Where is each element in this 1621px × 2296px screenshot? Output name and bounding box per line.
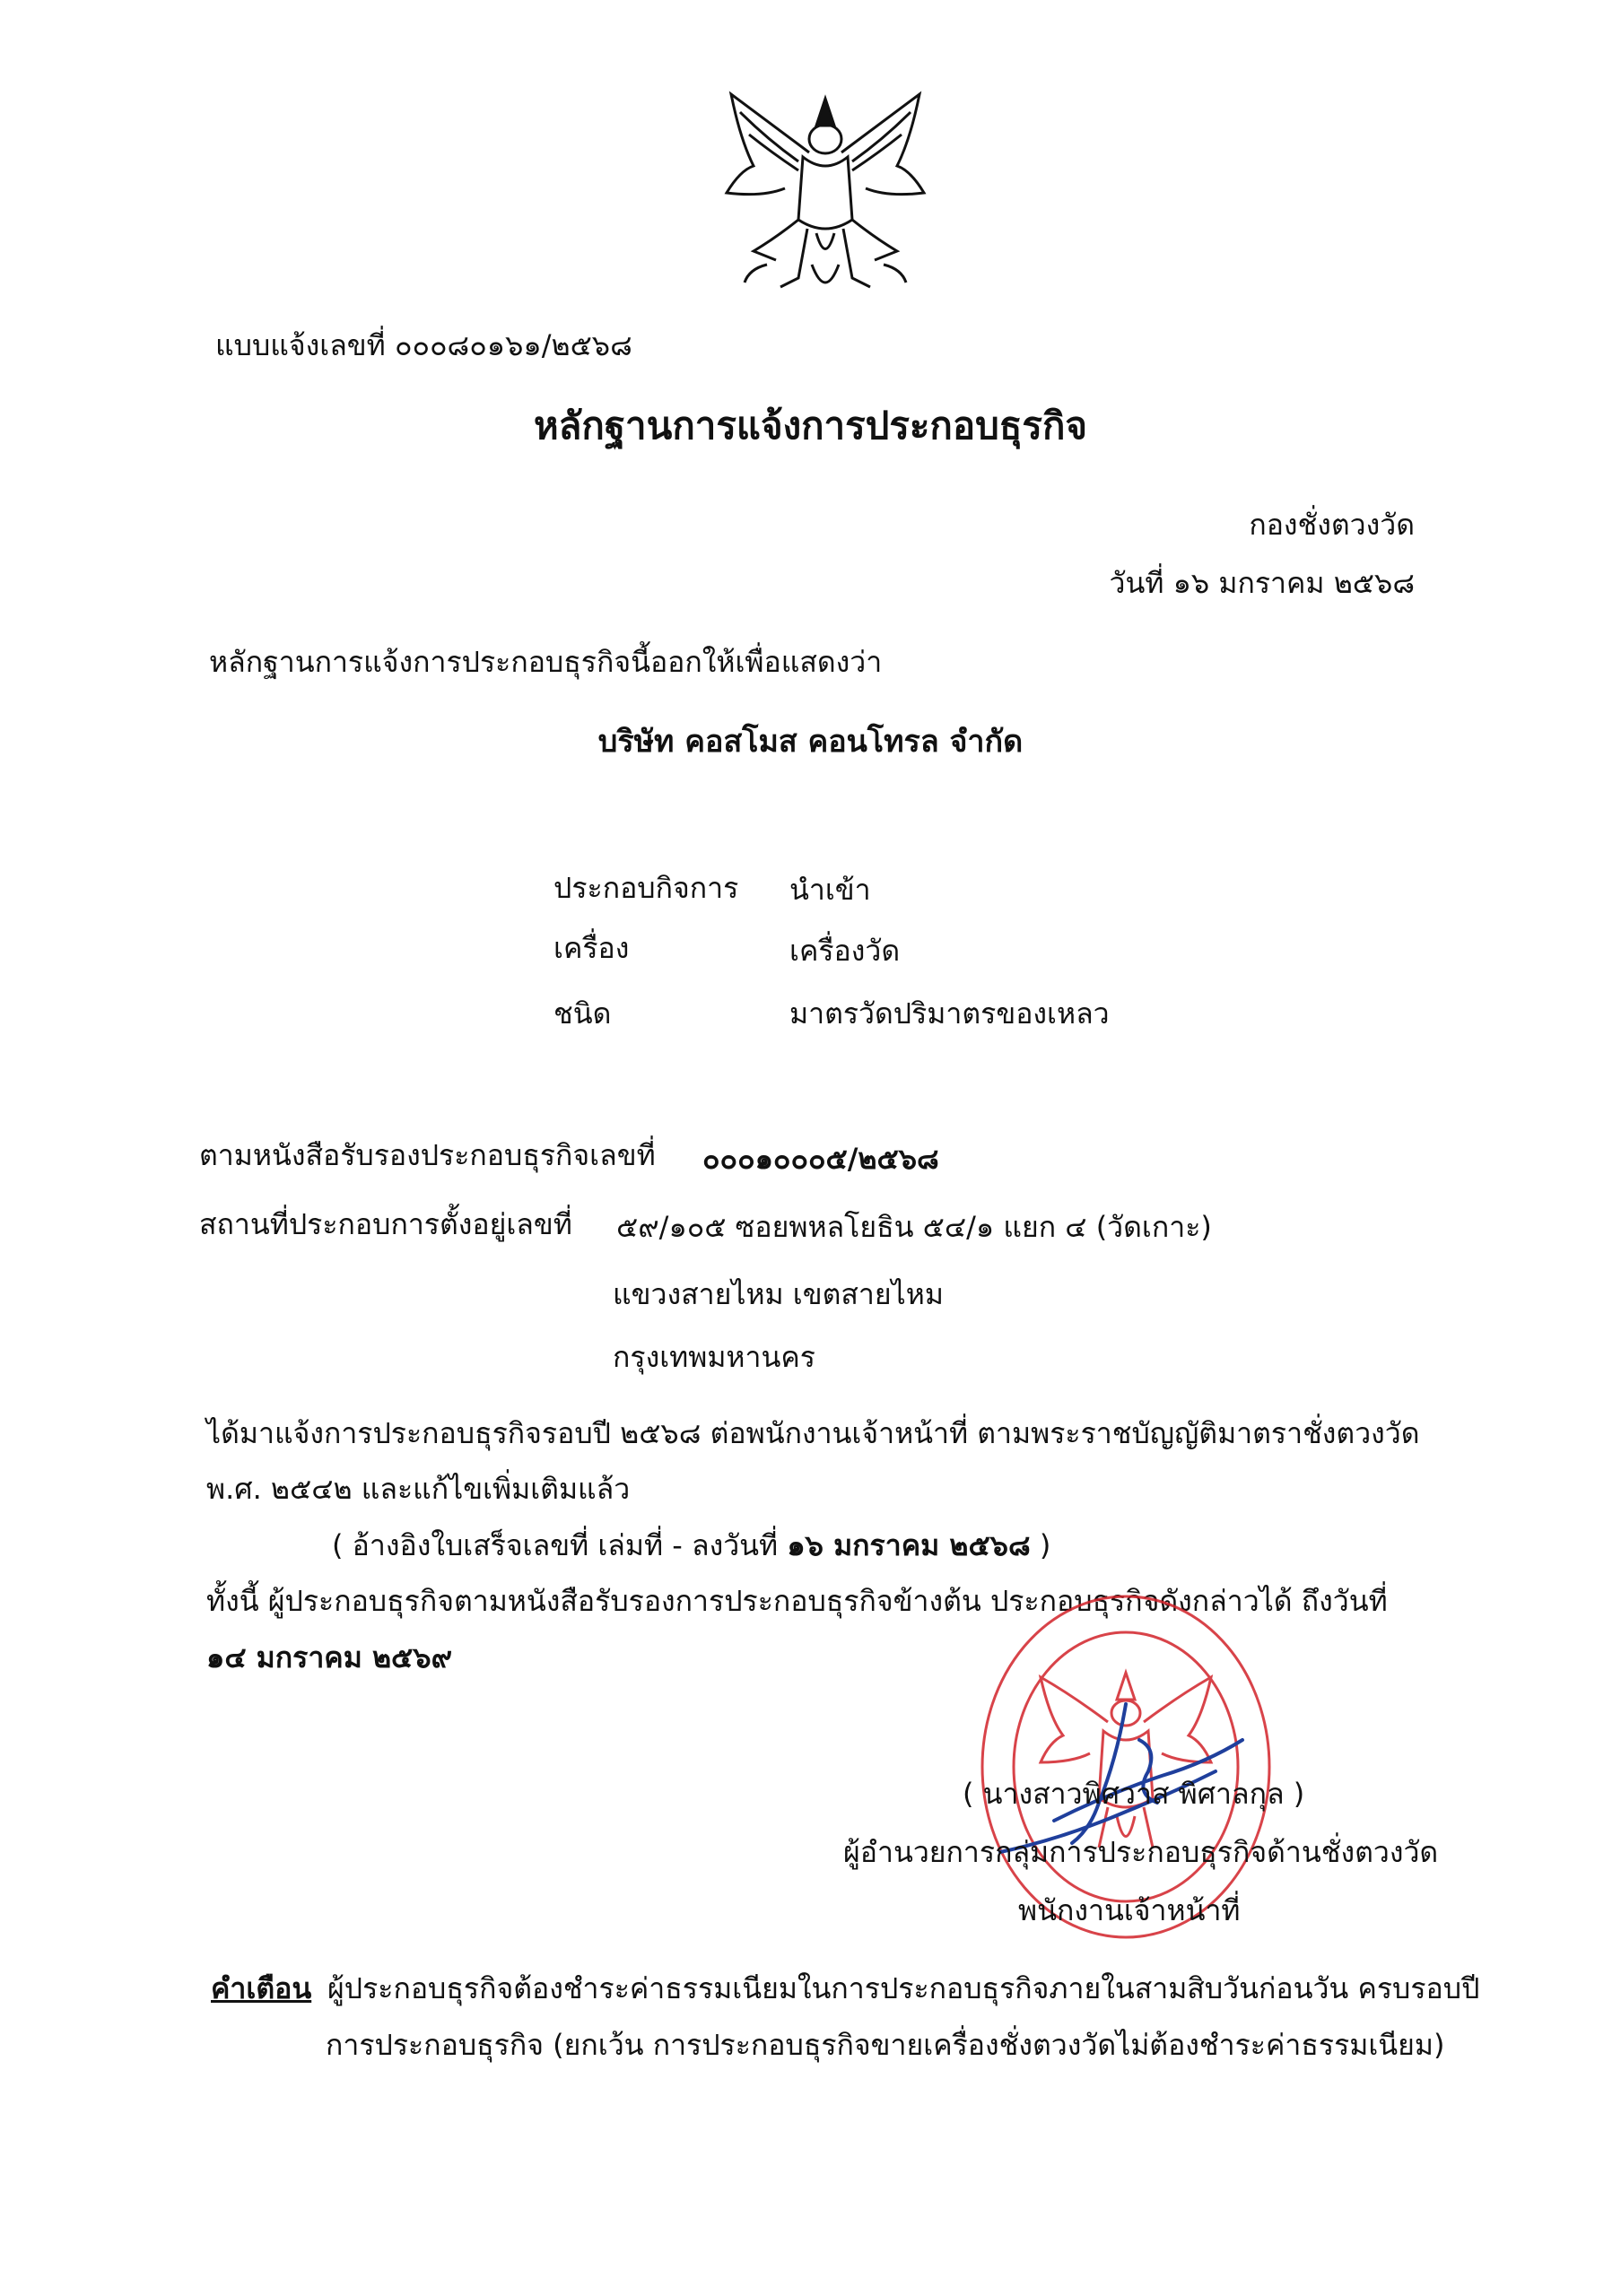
device-value: เครื่องวัด <box>789 934 901 968</box>
body-paragraph-1-line-2: พ.ศ. ๒๕๔๒ และแก้ไขเพิ่มเติมแล้ว <box>206 1472 631 1506</box>
body-paragraph-2-line-1: ทั้งนี้ ผู้ประกอบธุรกิจตามหนังสือรับรองการประกอบธุรกิจข้างต้น ประกอบธุรกิจดังกล่าวได้ ถึงวันที่ <box>206 1584 1388 1618</box>
signatory-name: ( นางสาวพิศวาส พิศาลกุล ) <box>963 1777 1305 1811</box>
license-label: ตามหนังสือรับรองประกอบธุรกิจเลขที่ <box>199 1138 656 1172</box>
issue-date: วันที่ ๑๖ มกราคม ๒๕๖๘ <box>1109 566 1415 600</box>
address-line-3: กรุงเทพมหานคร <box>613 1340 815 1374</box>
license-number: ๐๐๐๑๐๐๐๕/๒๕๖๘ <box>702 1142 939 1176</box>
document-title: หลักฐานการแจ้งการประกอบธุรกิจ <box>534 404 1087 448</box>
intro-text: หลักฐานการแจ้งการประกอบธุรกิจนี้ออกให้เพื่อแสดงว่า <box>209 645 883 679</box>
company-name: บริษัท คอสโมส คอนโทรล จำกัด <box>597 724 1024 760</box>
business-type-label: ประกอบกิจการ <box>553 871 739 905</box>
address-line-1: ๕๙/๑๐๕ ซอยพหลโยธิน ๕๔/๑ แยก ๔ (วัดเกาะ) <box>616 1210 1212 1244</box>
warning-line-1: ผู้ประกอบธุรกิจต้องชำระค่าธรรมเนียมในการประกอบธุรกิจภายในสามสิบวันก่อนวัน ครบรอบปี <box>327 1971 1480 2005</box>
address-line-2: แขวงสายไหม เขตสายไหม <box>613 1277 944 1311</box>
address-label: สถานที่ประกอบการตั้งอยู่เลขที่ <box>199 1207 572 1241</box>
receipt-prefix: ( อ้างอิงใบเสร็จเลขที่ เล่มที่ - ลงวันที่ <box>332 1528 788 1562</box>
valid-until-date: ๑๔ มกราคม ๒๕๖๙ <box>206 1640 452 1674</box>
garuda-emblem <box>713 85 937 309</box>
receipt-suffix: ) <box>1030 1528 1051 1562</box>
business-type-value: นำเข้า <box>789 873 871 907</box>
device-label: เครื่อง <box>553 931 630 965</box>
receipt-date: ๑๖ มกราคม ๒๕๖๘ <box>787 1528 1031 1562</box>
receipt-reference <box>332 1527 1050 1563</box>
issuing-agency: กองชั่งตวงวัด <box>1249 508 1415 542</box>
body-paragraph-1-line-1: ได้มาแจ้งการประกอบธุรกิจรอบปี ๒๕๖๘ ต่อพนักงานเจ้าหน้าที่ ตามพระราชบัญญัติมาตราชั่งตวงวัด <box>206 1416 1420 1450</box>
kind-value: มาตรวัดปริมาตรของเหลว <box>789 996 1110 1031</box>
signatory-role: พนักงานเจ้าหน้าที่ <box>1018 1893 1241 1927</box>
kind-label: ชนิด <box>553 996 612 1031</box>
form-number: แบบแจ้งเลขที่ ๐๐๐๘๐๑๖๑/๒๕๖๘ <box>215 328 632 362</box>
warning-label: คำเตือน <box>211 1971 312 2005</box>
warning-line-2: การประกอบธุรกิจ (ยกเว้น การประกอบธุรกิจขายเครื่องชั่งตวงวัดไม่ต้องชำระค่าธรรมเนียม) <box>326 2028 1445 2062</box>
signatory-position: ผู้อำนวยการกลุ่มการประกอบธุรกิจด้านชั่งตวงวัด <box>843 1835 1439 1869</box>
